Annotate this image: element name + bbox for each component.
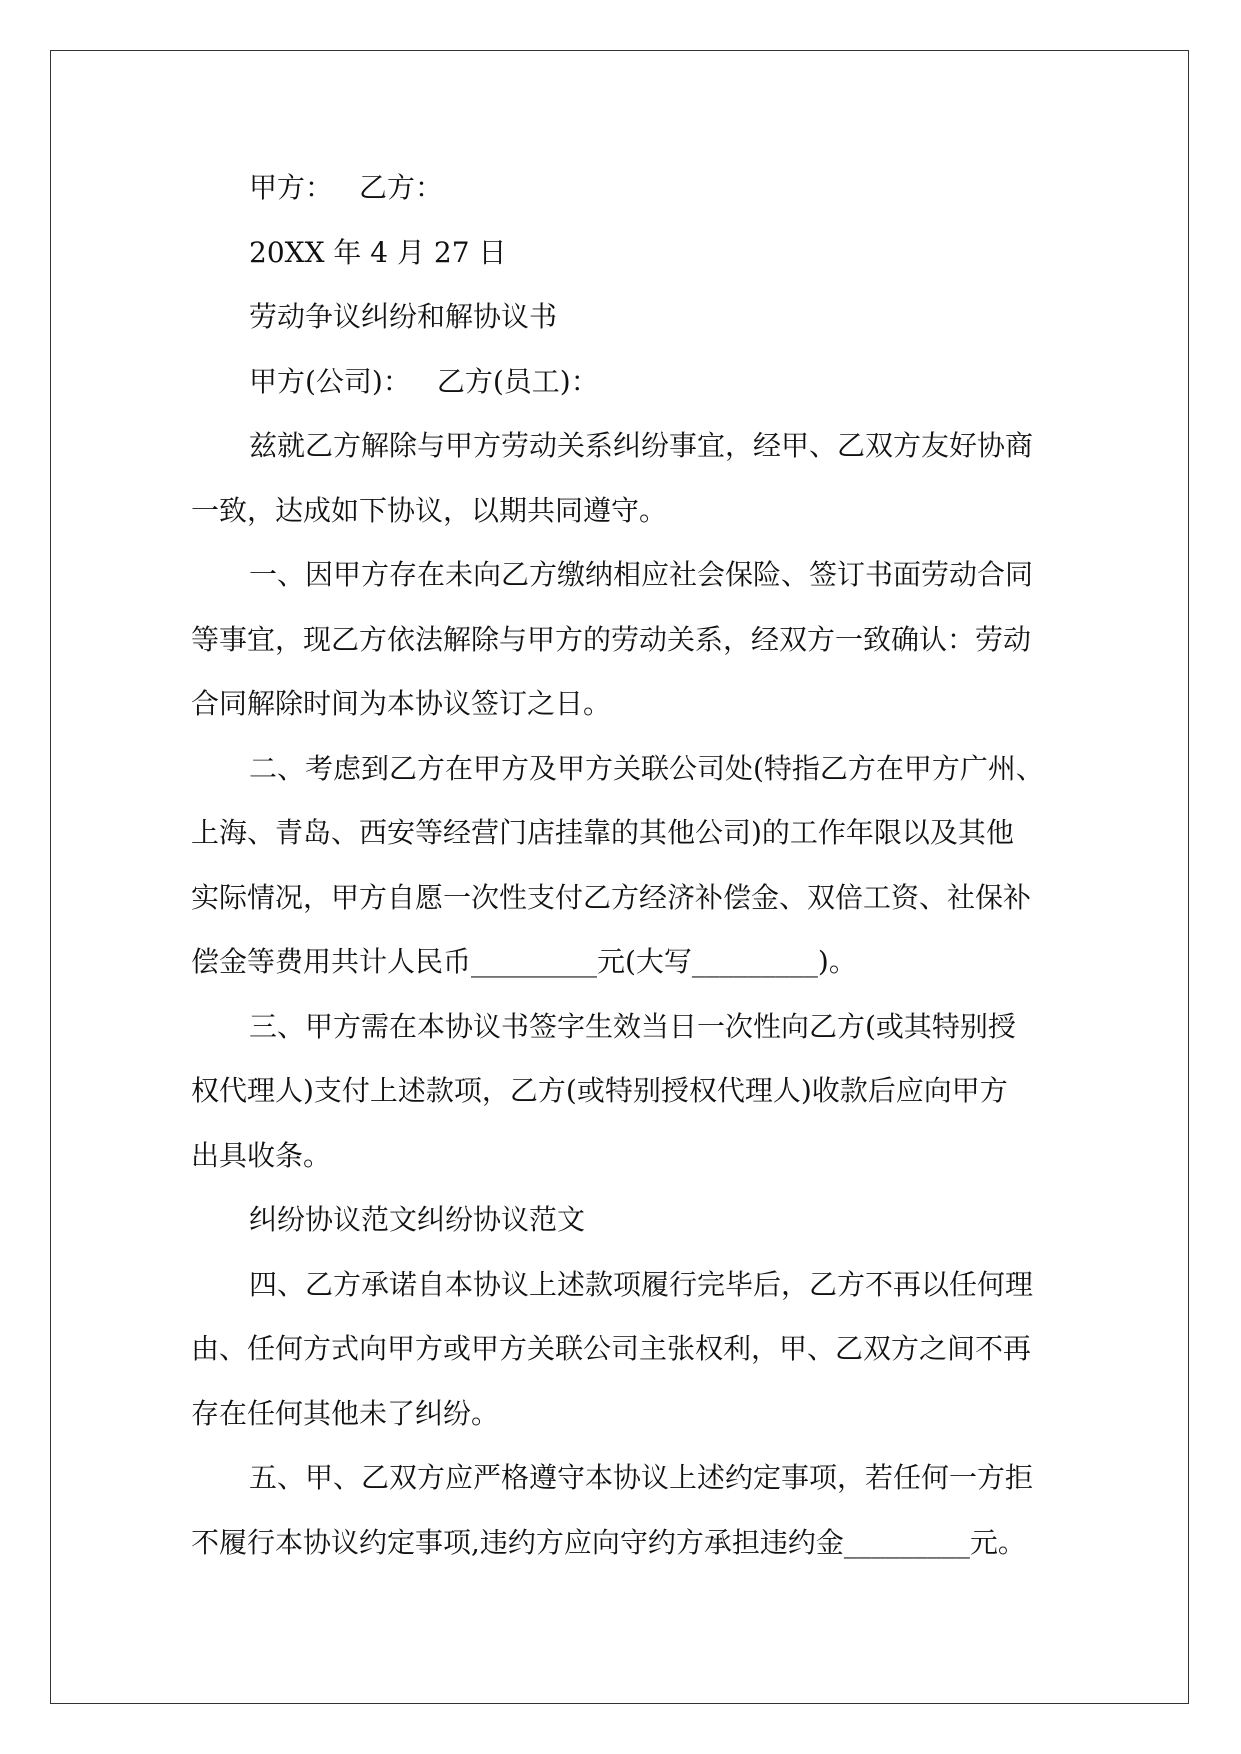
clause-5 <box>191 1446 1051 1575</box>
document-date: 20XX 年 4 月 27 日 <box>249 235 507 269</box>
paragraph-line: 由、任何方式向甲方或甲方关联公司主张权利，甲、乙双方之间不再 <box>191 1332 1032 1365</box>
paragraph-line: 不履行本协议约定事项,违约方应向守约方承担违约金_________元。 <box>191 1525 1026 1559</box>
party-a-label: 甲方(公司)： <box>249 364 411 398</box>
paragraph-line: 二、考虑到乙方在甲方及甲方关联公司处(特指乙方在甲方广州、 <box>249 751 1044 785</box>
paragraph-line: 五、甲、乙双方应严格遵守本协议上述约定事项，若任何一方拒 <box>249 1461 1034 1494</box>
paragraph-line: 权代理人)支付上述款项，乙方(或特别授权代理人)收款后应向甲方 <box>191 1074 1008 1107</box>
section-heading <box>191 1188 1051 1253</box>
signature-line <box>191 156 1051 221</box>
paragraph-line: 一、因甲方存在未向乙方缴纳相应社会保险、签订书面劳动合同 <box>249 558 1034 591</box>
paragraph-line: 偿金等费用共计人民币_________元(大写_________)。 <box>191 945 857 978</box>
parties-line <box>191 350 1051 415</box>
paragraph-line: 兹就乙方解除与甲方劳动关系纠纷事宜，经甲、乙双方友好协商 <box>249 429 1034 462</box>
paragraph-preamble <box>191 414 1051 543</box>
clause-1 <box>191 543 1051 737</box>
paragraph-line: 一致，达成如下协议，以期共同遵守。 <box>191 493 668 527</box>
paragraph-line: 等事宜，现乙方依法解除与甲方的劳动关系，经双方一致确认：劳动 <box>191 622 1032 656</box>
document-body <box>191 156 1051 1575</box>
paragraph-line: 纠纷协议范文纠纷协议范文 <box>249 1203 586 1236</box>
paragraph-line: 出具收条。 <box>191 1138 332 1172</box>
clause-2 <box>191 737 1051 995</box>
clause-3 <box>191 995 1051 1189</box>
paragraph-line: 合同解除时间为本协议签订之日。 <box>191 687 612 720</box>
paragraph-line: 四、乙方承诺自本协议上述款项履行完毕后，乙方不再以任何理 <box>249 1267 1034 1301</box>
paragraph-line: 存在任何其他未了纠纷。 <box>191 1396 500 1430</box>
party-b-label: 乙方(员工)： <box>436 364 599 398</box>
party-b-signature-label: 乙方： <box>359 171 444 204</box>
paragraph-line: 三、甲方需在本协议书签字生效当日一次性向乙方(或其特别授 <box>249 1009 1016 1043</box>
paragraph-line: 实际情况，甲方自愿一次性支付乙方经济补偿金、双倍工资、社保补 <box>191 880 1032 914</box>
clause-4 <box>191 1253 1051 1447</box>
paragraph-line: 上海、青岛、西安等经营门店挂靠的其他公司)的工作年限以及其他 <box>191 816 1014 849</box>
party-a-signature-label: 甲方： <box>249 171 334 204</box>
document-title: 劳动争议纠纷和解协议书 <box>249 300 558 333</box>
